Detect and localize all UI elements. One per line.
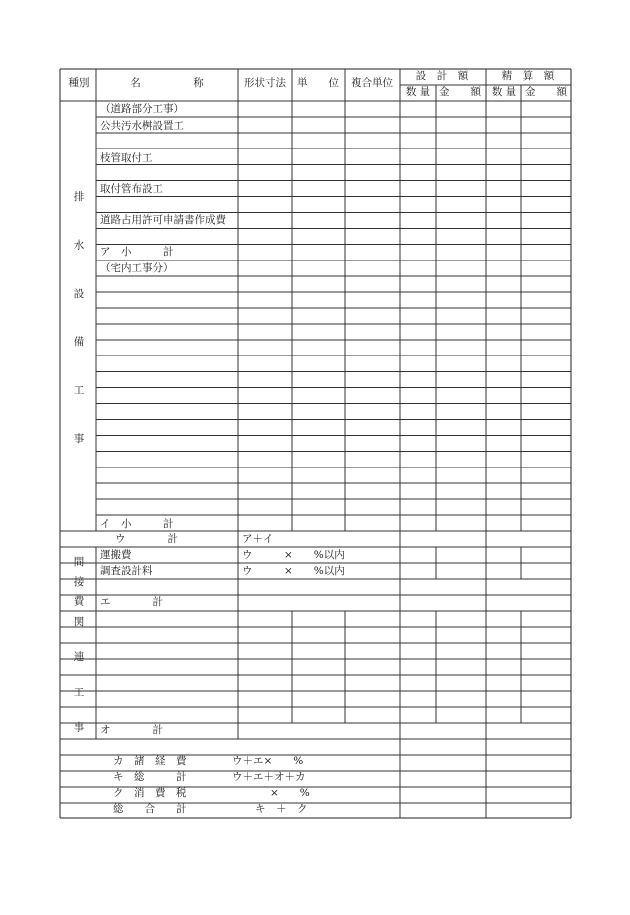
section-char: 事 — [73, 433, 85, 445]
header-settled-qty: 数 量 — [491, 86, 517, 98]
row-labels — [100, 102, 345, 736]
header-compound-unit: 複合単位 — [351, 77, 393, 89]
header-settled-money: 金 額 — [525, 86, 567, 98]
row-subtotal-a: ア 小 計 — [100, 246, 174, 258]
row-survey: 調査設計料 — [100, 565, 153, 577]
row-branch-pipe: 枝管取付工 — [100, 152, 153, 164]
section-char: 工 — [73, 686, 85, 699]
section-char: 間 — [73, 556, 85, 568]
summary-formula: ウ＋エ＋オ＋カ — [232, 771, 306, 783]
section-char: 事 — [73, 721, 85, 734]
row-subtotal-i: イ 小 計 — [100, 518, 174, 530]
header-settled-amount: 精 算 額 — [501, 70, 555, 82]
header-unit: 単 位 — [297, 77, 339, 89]
summary-formula: キ ＋ ク — [255, 803, 308, 815]
summary-label: 総 合 計 — [113, 803, 187, 815]
row-transport: 運搬費 — [100, 549, 132, 561]
header-shape-size: 形状寸法 — [244, 77, 286, 89]
section-char: 費 — [73, 595, 85, 608]
table-grid — [60, 69, 571, 818]
section-char: 備 — [73, 336, 85, 349]
row-total-u: ウ 計 — [115, 533, 178, 545]
section-char: 設 — [73, 287, 85, 300]
row-public-sewer-basin: 公共汚水桝設置工 — [100, 120, 184, 132]
row-house-work: （宅内工事分） — [100, 262, 174, 274]
section-drainage-work — [74, 190, 85, 445]
row-transport-formula: ウ × %以内 — [242, 549, 345, 561]
summary-rows — [113, 754, 310, 815]
row-total-e: エ 計 — [100, 596, 163, 608]
table-header — [69, 69, 568, 98]
row-road-work: （道路部分工事） — [100, 103, 184, 115]
header-design-qty: 数 量 — [405, 86, 431, 98]
row-total-o: オ 計 — [100, 724, 163, 736]
summary-label: キ 総 計 — [113, 771, 187, 783]
section-char: 接 — [73, 575, 85, 588]
row-connection-pipe: 取付管布設工 — [100, 183, 163, 195]
section-char: 関 — [73, 616, 85, 628]
header-category: 種別 — [68, 77, 90, 89]
row-total-u-formula: ア＋イ — [242, 533, 274, 545]
row-survey-formula: ウ × %以内 — [242, 565, 345, 577]
summary-formula: × % — [270, 787, 310, 799]
header-design-money: 金 額 — [439, 86, 481, 98]
summary-label: カ 諸 経 費 — [113, 755, 187, 767]
section-char: 連 — [73, 651, 85, 664]
summary-formula: ウ＋エ× % — [232, 755, 304, 767]
row-road-permit: 道路占用許可申請書作成費 — [100, 214, 226, 226]
header-name: 名 称 — [130, 77, 204, 89]
section-char: 工 — [73, 384, 85, 397]
section-char: 水 — [73, 239, 85, 252]
section-char: 排 — [73, 191, 85, 203]
section-labels — [74, 190, 85, 734]
section-indirect-cost — [74, 556, 85, 608]
summary-label: ク 消 費 税 — [113, 787, 187, 799]
header-design-amount: 設 計 額 — [415, 70, 469, 82]
